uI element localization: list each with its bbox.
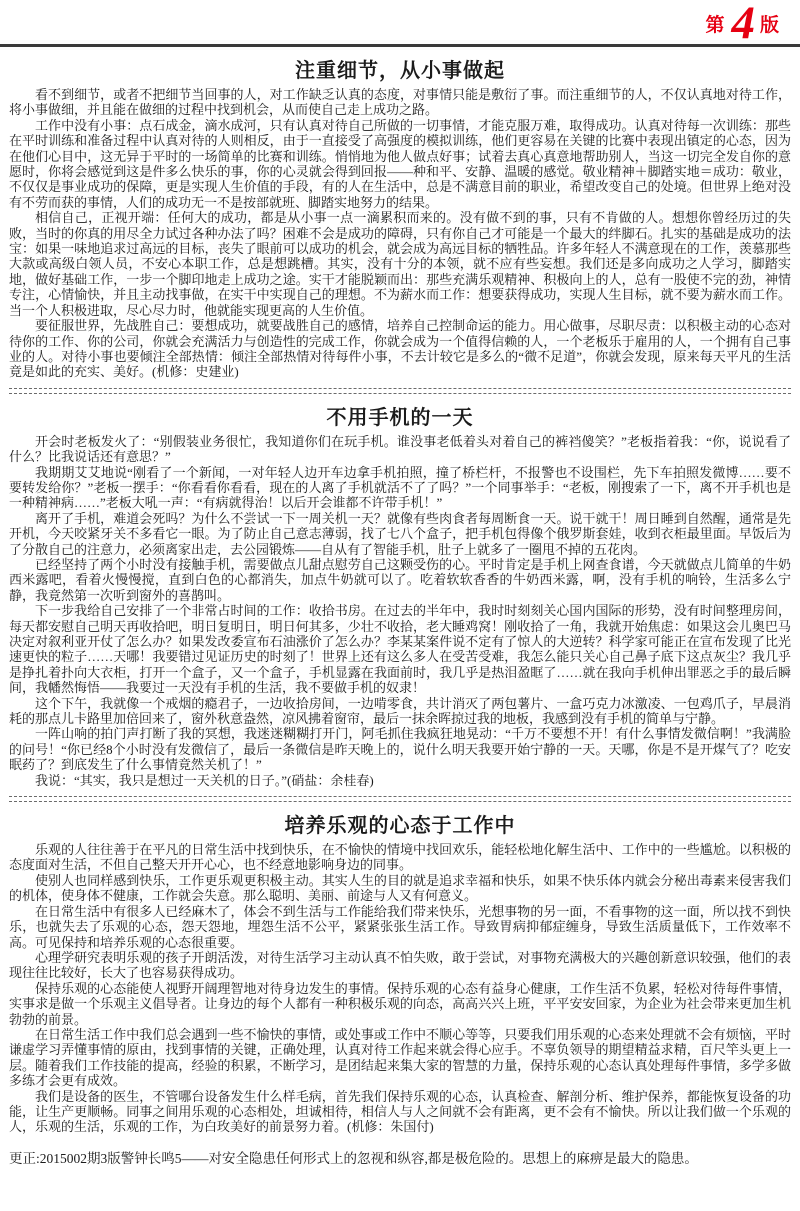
article-no-phone: [9, 401, 791, 788]
article-title: 培养乐观的心态于工作中: [284, 815, 516, 838]
article-separator: [9, 388, 791, 394]
page-label-suffix: 版: [759, 15, 779, 36]
article-paragraph: 工作中没有小事：点石成金，滴水成河，只有认真对待自己所做的一切事情，才能克服万难，取得成功。认真对待每一次训练：那些在平时训练和准备过程中认真对待的人则相反，由于一直接受了高强度的模拟训练，他们更容易在关键的比赛中表现出镇定的心态，因为在他们心目中，这无异于平时的一场简单的比赛和训练。悄悄地为他人做点好事；试着去真心真意地帮助别人，当这一切完全发自你的意愿时，你将会感觉到这是件多么快乐的事，你的心灵就会得到回报——种和平、安静、温暖的感觉。敬业精神＋脚踏实地＝成功：敬业，不仅仅是事业成功的保障，更是实现人生价值的手段，有的人在生活中，总是不满意目前的职业，希望改变自己的处境。但世界上绝对没有不劳而获的事情，人们的成功无一不是按部就班、脚踏实地努力的结果。: [9, 117, 791, 210]
article-paragraph: 已经坚持了两个小时没有接触手机，需要做点儿甜点慰劳自己这颗受伤的心。平时肯定是手机上网查食谱，今天就做点儿简单的牛奶西米露吧，看着火慢慢搅，直到白色的心都消失，加点牛奶就可以了。吃着软软香香的牛奶西米露，啊，没有手机的响铃，生活多么宁静，我竟然第一次听到窗外的喜鹊叫。: [9, 556, 791, 603]
article-paragraph: 心理学研究表明乐观的孩子开朗活泼，对待生活学习主动认真不怕失败，敢于尝试，对事物充满极大的兴趣创新意识较强，他们的表现往往比较好，长大了也容易获得成功。: [9, 949, 791, 981]
page-number: 4: [731, 0, 753, 49]
article-paragraph: 我说：“其实，我只是想过一天关机的日子。”(硝盐：余桂春): [35, 772, 374, 788]
article-paragraph: 使别人也同样感到快乐，工作更乐观更积极主动。其实人生的目的就是追求幸福和快乐，如果不快乐体内就会分秘出毒素来侵害我们的机体，使身体不健康，工作就会失意。那么聪明、美丽、前途与人又有何意义。: [9, 872, 791, 904]
article-paragraph: 在日常生活工作中我们总会遇到一些不愉快的事情，或处事或工作中不顺心等等，只要我们用乐观的心态来处理就不会有烦恼，平时谦虚学习弄懂事情的原由，找到事情的关键，正确处理，认真对待工作起来就会得心应手。不辜负领导的期望精益求精，百尺竿头更上一层。随着我们工作技能的提高，经验的积累，不断学习，是团结起来集大家的智慧的力量，保持乐观的心态认真处理每件事情，多学多做多练才会更有成效。: [9, 1026, 791, 1089]
article-paragraph: 乐观的人往往善于在平凡的日常生活中找到快乐，在不愉快的情境中找回欢乐，能轻松地化解生活中、工作中的一些尴尬。以积极的态度面对生活，不但自己整天开开心心，也不经意地影响身边的同事。: [9, 842, 791, 873]
article-paragraph: 我期期艾艾地说“刚看了一个新闻，一对年轻人边开车边拿手机拍照，撞了桥栏杆，不报警也不设围栏，先下车拍照发微博……要不要转发给你？”老板一摆手：“你看看你看看，现在的人离了手机就活不了了吗？”一个同事举手：“老板，刚搜索了一下，离不开手机也是一种精神病……”老板大吼一声：“有病就得治！以后开会谁都不许带手机！”: [9, 464, 791, 511]
article-paragraph: 下一步我给自己安排了一个非常占时间的工作：收拾书房。在过去的半年中，我时时刻刻关心国内国际的形势，没有时间整理房间，每天都安慰自己明天再收拾吧，明日复明日，明日何其多，少壮不收拾，老大睡鸡窝！刚收拾了一角，我就开始焦虑：如果这会儿奥巴马决定对叙利亚开仗了怎么办？如果发改委宣布石油涨价了怎么办？李某某案件说不定有了惊人的大逆转？科学家可能正在宣布发现了比光速更快的粒子……天哪！我要错过见证历史的时刻了！世界上还有这么多人在受苦受难，我怎么能只关心自己鼻子底下这点灰尘？我几乎是挣扎着扑向大衣柜，打开一个盒子，又一个盒子，手机显露在我面前时，我几乎是热泪盈眶了……就在我向手机伸出罪恶之手的最后瞬间，我幡然悔悟——我要过一天没有手机的生活，我不要做手机的奴隶！: [9, 603, 791, 696]
article-paragraph: 在日常生活中有很多人已经麻木了，体会不到生活与工作能给我们带来快乐，光想事物的另一面，不看事物的这一面，所以找不到快乐，也就失去了乐观的心态，怨天怨地，埋怨生活不公平，紧紧张张生活工作。导致胃病抑郁症缠身，导致生活质量低下，工作效率不高。可见保持和培养乐观的心态很重要。: [9, 903, 791, 950]
article-paragraph: 看不到细节，或者不把细节当回事的人，对工作缺乏认真的态度，对事情只能是敷衍了事。而注重细节的人，不仅认真地对待工作，将小事做细，并且能在做细的过程中找到机会，从而使自己走上成功之路。: [9, 87, 791, 118]
article-optimism: [9, 809, 791, 1135]
article-paragraph: 相信自己，正视开端：任何大的成功，都是从小事一点一滴累积而来的。没有做不到的事，只有不肯做的人。想想你曾经历过的失败，当时的你真的用尽全力试过各种办法了吗？困难不会是成功的障碍，只有你自己才可能是一个最大的绊脚石。扎实的基础是成功的法宝：如果一味地追求过高远的目标，丧失了眼前可以成功的机会，就会成为高远目标的牺牲品。许多年轻人不满意现在的工作，羡慕那些大款或高级白领人员，不安心本职工作，总是想跳槽。其实，没有十分的本领，就不应有些妄想。我们还是多向成功之人学习，脚踏实地，做好基础工作，一步一个脚印地走上成功之途。实干才能脱颖而出：那些充满乐观精神、积极向上的人，总有一股使不完的劲，神情专注，心情愉快，并且主动找事做，在实干中实现自己的理想。不为薪水而工作：想要获得成功，实现人生目标，就不要为薪水而工作。当一个人积极进取，尽心尽力时，他就能实现更高的人生价值。: [9, 210, 791, 318]
article-paragraph: 这个下午，我就像一个戒烟的瘾君子，一边收拾房间，一边啃零食，共计消灭了两包薯片、一盒巧克力冰激凌、一包鸡爪子，早晨消耗的那点儿卡路里加倍回来了，窗外秋意盎然，凉风拂着窗帘，最后一抹余晖掠过我的地板，我感到没有手机的简单与宁静。: [9, 695, 791, 727]
page-label-prefix: 第: [705, 15, 725, 36]
correction-note: 更正:2015002期3版警钟长鸣5——对安全隐患任何形式上的忽视和纵容,都是极危险的。思想上的麻痹是最大的隐患。: [9, 1150, 698, 1166]
article-details: [9, 54, 791, 380]
article-paragraph: 开会时老板发火了：“别假装业务很忙，我知道你们在玩手机。谁没事老低着头对着自己的裤裆傻笑？”老板指着我：“你，说说看了什么？比我说话还有意思？”: [9, 433, 791, 465]
header-rule: [0, 44, 800, 47]
article-paragraph: 一阵山响的拍门声打断了我的冥想，我迷迷糊糊打开门，阿毛抓住我疯狂地晃动：“千万不要想不开！有什么事情发微信啊！”我满脸的问号！“你已经8个小时没有发微信了，最后一条微信是昨天晚上的，说什么明天我要开始宁静的一天。天哪，你是不是开煤气了？吃安眠药了？到底发生了什么事情竟然关机了！”: [9, 726, 791, 773]
article-title: 不用手机的一天: [326, 406, 474, 429]
article-paragraph: 要征服世界，先战胜自己：要想成功，就要战胜自己的感情，培养自己控制命运的能力。用心做事，尽职尽责：以积极主动的心态对待你的工作、你的公司，你就会充满活力与创造性的完成工作，你就会成为一个值得信赖的人，一个老板乐于雇用的人，一个拥有自己事业的人。对待小事也要倾注全部热情：倾注全部热情对待每件小事，不去计较它是多么的“微不足道”，你就会发现，原来每天平凡的生活竟是如此的充实、美好。(机修：史建业): [9, 318, 791, 380]
article-title: 注重细节，从小事做起: [295, 60, 505, 82]
page-number-banner: [9, 0, 791, 49]
article-paragraph: 离开了手机，难道会死吗？为什么不尝试一下一周关机一天？就像有些肉食者每周断食一天。说干就干！周日睡到自然醒，通常是先开机，今天咬紧牙关不多看它一眼。为了防止自己意志薄弱，找了七八个盒子，把手机包得像个俄罗斯套娃，收到衣柜最里面。早饭后为了分散自己的注意力，必须离家出走，去公园锻炼——自从有了智能手机，肚子上就多了一圈甩不掉的五花肉。: [9, 510, 791, 557]
article-paragraph: 我们是设备的医生，不管哪台设备发生什么样毛病，首先我们保持乐观的心态，认真检查、解剖分析、维护保养，都能恢复设备的功能，让生产更顺畅。同事之间用乐观的心态相处，坦诚相待，相信人与人之间就不会有距离，更不会有不愉快。所以让我们做一个乐观的人，乐观的生活，乐观的工作，为白玫美好的前景努力着。(机修：朱国付): [9, 1088, 791, 1135]
article-paragraph: 保持乐观的心态能使人视野开阔理智地对待身边发生的事情。保持乐观的心态有益身心健康，工作生活不负累，轻松对待每件事情，实事求是做一个乐观主义倡导者。让身边的每个人都有一种积极乐观的向态，高高兴兴上班，平平安安回家，为企业为社会带来更加生机勃勃的前景。: [9, 980, 791, 1027]
article-separator: [9, 796, 791, 802]
